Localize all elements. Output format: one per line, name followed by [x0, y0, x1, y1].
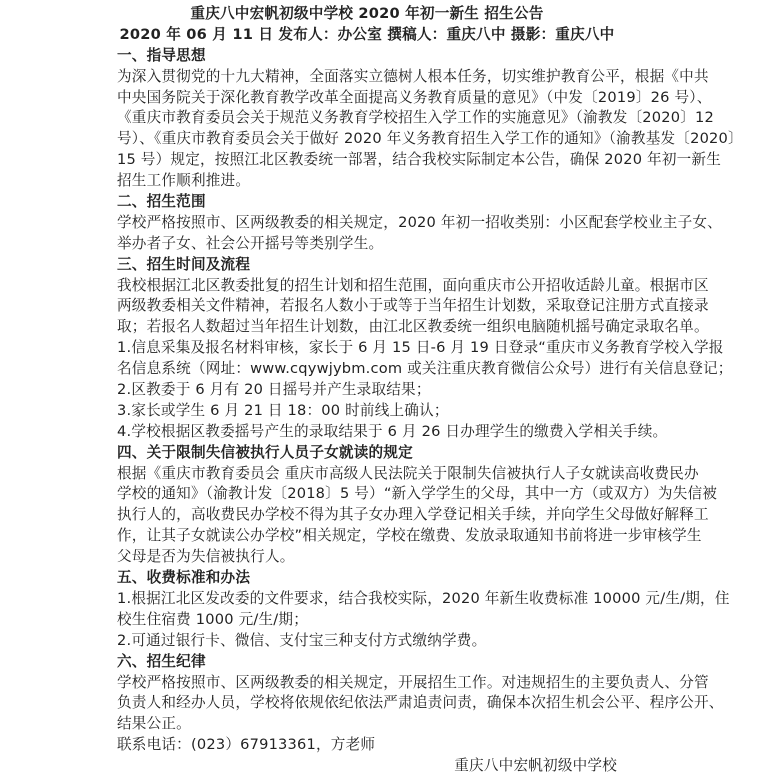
paragraph-line: 2.区教委于 6 月有 20 日摇号并产生录取结果； [117, 381, 431, 399]
paragraph-line: 学校严格按照市、区两级教委的相关规定，2020 年初一招收类别：小区配套学校业主子女、 [117, 213, 722, 231]
paragraph-line: 招生工作顺利推进。 [117, 172, 251, 190]
paragraph-line: 取；若报名人数超过当年招生计划数，由江北区教委统一组织电脑随机摇号确定录取名单。 [117, 318, 709, 336]
section-heading: 四、关于限制失信被执行人员子女就读的规定 [117, 443, 413, 461]
section [117, 652, 724, 736]
paragraph-line: 作，让其子女就读公办学校”相关规定，学校在缴费、发放录取通知书前将进一步审核学生 [117, 527, 702, 545]
paragraph-line: 3.家长或学生 6 月 21 日 18：00 时前线上确认； [117, 401, 449, 419]
announcement-document [117, 4, 743, 777]
paragraph-line: 2.可通过银行卡、微信、支付宝三种支付方式缴纳学费。 [117, 631, 487, 649]
paragraph-line: 号）、《重庆市教育委员会关于做好 2020 年义务教育招生入学工作的通知》（渝教基发〔2020〕 [117, 130, 743, 148]
section [117, 46, 743, 192]
signature: 重庆八中宏帆初级中学校 [454, 757, 617, 775]
paragraph-line: 15 号）规定，按照江北区教委统一部署，结合我校实际制定本公告，确保 2020 年初一新生 [117, 151, 722, 169]
paragraph-line: 《重庆市教育委员会关于规范义务教育学校招生入学工作的实施意见》（渝教发〔2020〕12 [117, 109, 714, 127]
contact-line: 联系电话：(023）67913361，方老师 [117, 736, 376, 754]
paragraph-line: 学校严格按照市、区两级教委的相关规定，开展招生工作。对违规招生的主要负责人、分管 [117, 673, 709, 691]
paragraph-line: 名信息系统（网址：www.cqywjybm.com 或关注重庆教育微信公众号）进行有关信息登记； [117, 360, 733, 378]
section [117, 443, 718, 568]
section [117, 568, 730, 652]
section-heading: 五、收费标准和办法 [117, 569, 251, 587]
section-heading: 二、招生范围 [117, 193, 206, 211]
paragraph-line: 根据《重庆市教育委员会 重庆市高级人民法院关于限制失信被执行人子女就读高收费民办 [117, 464, 699, 482]
section-heading: 三、招生时间及流程 [117, 255, 251, 273]
paragraph-line: 负责人和经办人员，学校将依规依纪依法严肃追责问责，确保本次招生机会公平、程序公开、 [117, 694, 724, 712]
paragraph-line: 为深入贯彻党的十九大精神，全面落实立德树人根本任务，切实维护教育公平，根据《中共 [117, 67, 709, 85]
paragraph-line: 1.根据江北区发改委的文件要求，结合我校实际，2020 年新生收费标准 10000 元/生/期，住 [117, 589, 730, 607]
paragraph-line: 结果公正。 [117, 715, 191, 733]
document-title: 重庆八中宏帆初级中学校 2020 年初一新生 招生公告 [190, 5, 544, 22]
paragraph-line: 校生住宿费 1000 元/生/期； [117, 610, 308, 628]
document-meta: 2020 年 06 月 11 日 发布人：办公室 撰稿人：重庆八中 摄影：重庆八中 [119, 25, 615, 43]
paragraph-line: 中央国务院关于深化教育教学改革全面提高义务教育质量的意见》（中发〔2019〕26 号）、 [117, 88, 712, 106]
paragraph-line: 父母是否为失信被执行人。 [117, 548, 295, 566]
section [117, 192, 722, 255]
section [117, 255, 733, 443]
paragraph-line: 执行人的，高收费民办学校不得为其子女办理入学登记相关手续，并向学生父母做好解释工 [117, 506, 709, 524]
paragraph-line: 1.信息采集及报名材料审核，家长于 6 月 15 日-6 月 19 日登录“重庆市义务教育学校入学报 [117, 339, 724, 357]
section-heading: 六、招生纪律 [117, 652, 206, 670]
sections [117, 46, 743, 735]
paragraph-line: 4.学校根据区教委摇号产生的录取结果于 6 月 26 日办理学生的缴费入学相关手续。 [117, 422, 668, 440]
paragraph-line: 我校根据江北区教委批复的招生计划和招生范围，面向重庆市公开招收适龄儿童。根据市区 [117, 276, 709, 294]
section-heading: 一、指导思想 [117, 46, 206, 64]
paragraph-line: 学校的通知》（渝教计发〔2018〕5 号）“新入学学生的父母，其中一方（或双方）为失信被 [117, 485, 718, 503]
paragraph-line: 两级教委相关文件精神，若报名人数小于或等于当年招生计划数，采取登记注册方式直接录 [117, 297, 709, 315]
paragraph-line: 举办者子女、社会公开摇号等类别学生。 [117, 234, 384, 252]
